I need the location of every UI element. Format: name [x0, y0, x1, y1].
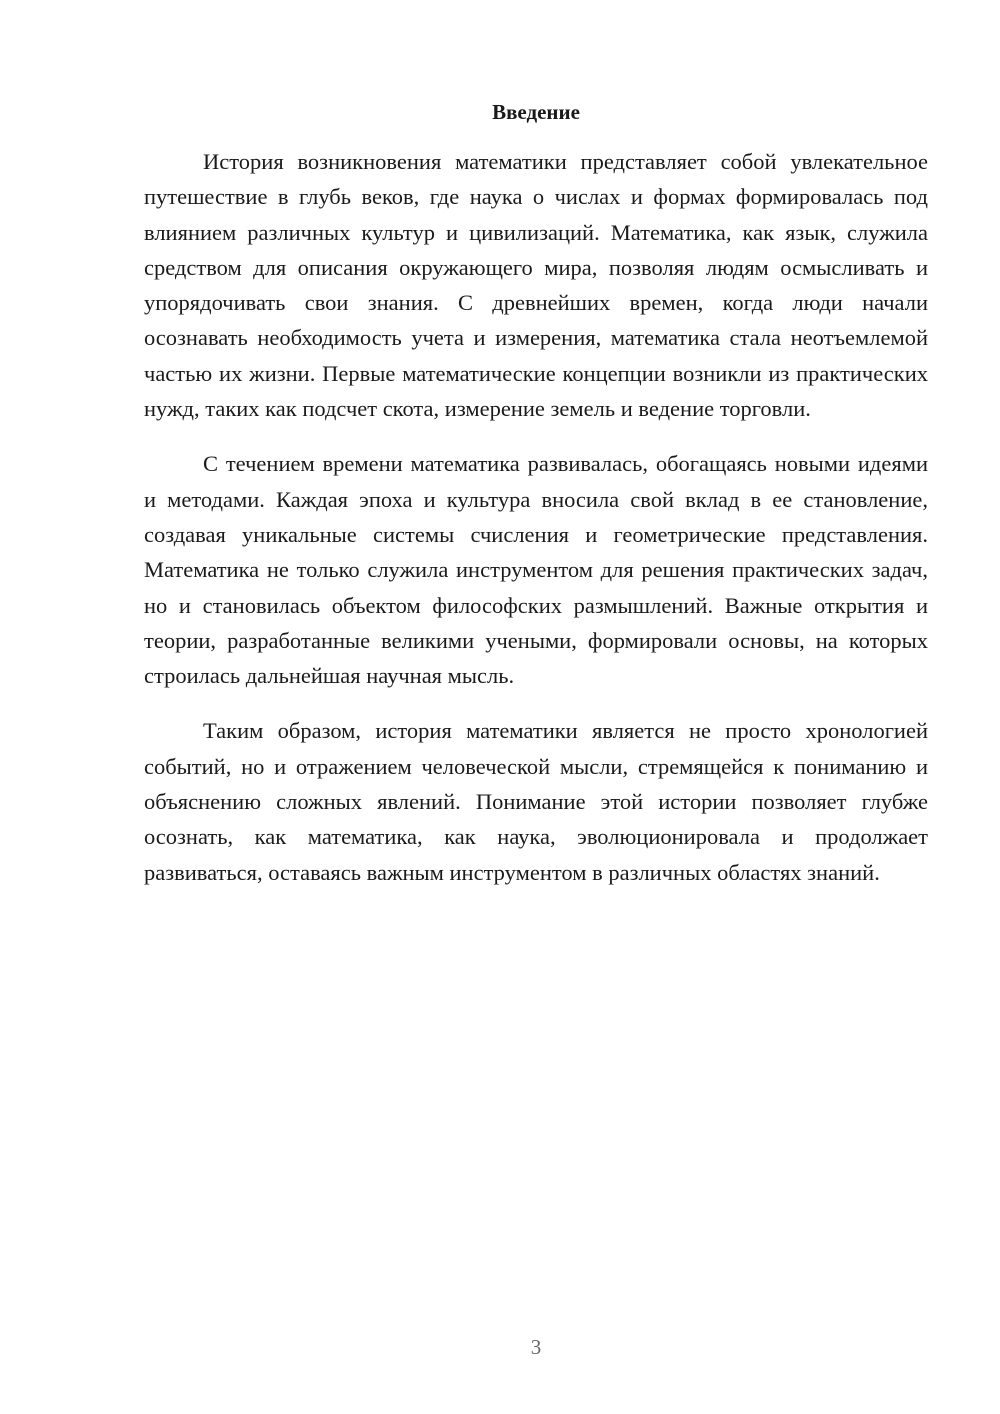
body-text: [144, 144, 928, 890]
paragraph-1: История возникновения математики представляет собой увлекательное путешествие в глубь веков, где наука о числах и формах формировалась под влиянием различных культур и цивилизаций. Математика, как язык, служила средством для описания окружающего мира, позволяя людям осмысливать и упорядочивать свои знания. С древнейших времен, когда люди начали осознавать необходимость учета и измерения, математика стала неотъемлемой частью их жизни. Первые математические концепции возникли из практических нужд, таких как подсчет скота, измерение земель и ведение торговли.: [144, 149, 928, 422]
page-number: 3: [530, 1335, 542, 1359]
paragraph-3: Таким образом, история математики является не просто хронологией событий, но и отражением человеческой мысли, стремящейся к пониманию и объяснению сложных явлений. Понимание этой истории позволяет глубже осознать, как математика, как наука, эволюционировала и продолжает развиваться, оставаясь важным инструментом в различных областях знаний.: [144, 718, 928, 885]
page-title: Введение: [492, 100, 580, 124]
paragraph-2: С течением времени математика развивалась, обогащаясь новыми идеями и методами. Каждая эпоха и культура вносила свой вклад в ее становление, создавая уникальные системы счисления и геометрические представления. Математика не только служила инструментом для решения практических задач, но и становилась объектом философских размышлений. Важные открытия и теории, разработанные великими учеными, формировали основы, на которых строилась дальнейшая научная мысль.: [144, 451, 928, 689]
